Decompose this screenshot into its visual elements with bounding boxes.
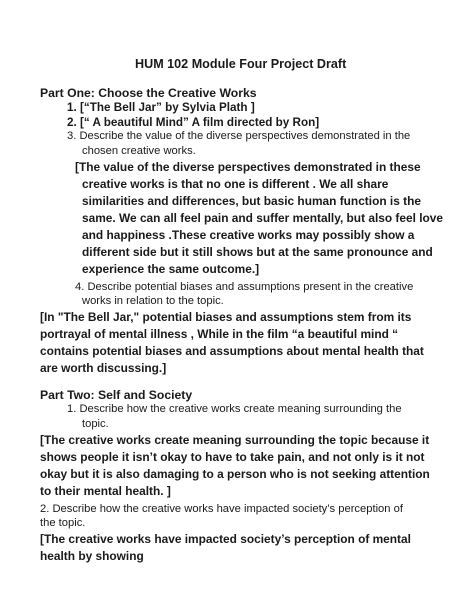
answer-3-line: different side but it still shows but at the same pronounce and [82, 245, 433, 259]
part-two-answer-1-line: [The creative works create meaning surrounding the topic because it [40, 433, 430, 447]
answer-3-line: creative works is that no one is different . We all share [82, 177, 389, 191]
part-two-question-1-line: 1. Describe how the creative works create meaning surrounding the [67, 403, 402, 415]
part-two-answer-2-line: health by showing [40, 549, 144, 563]
question-3-line: chosen creative works. [82, 145, 196, 157]
part-two-question-2-line: the topic. [40, 517, 86, 529]
part-two-question-2-line: 2. Describe how the creative works have impacted society’s perception of [40, 503, 403, 515]
answer-4-line: are worth discussing.] [40, 361, 167, 375]
work-item-2: 2. [“ A beautiful Mind” A film directed by Ron] [67, 116, 320, 129]
work-item-1: 1. [“The Bell Jar” by Sylvia Plath ] [67, 101, 255, 114]
answer-3-line: similarities and differences, but basic human function is the [82, 194, 421, 208]
part-two-answer-2-line: [The creative works have impacted society’s perception of mental [40, 532, 411, 546]
part-two-answer-1-line: shows people it isn’t okay to have to take pain, and not only is it not [40, 450, 425, 464]
answer-4-line: [In "The Bell Jar," potential biases and assumptions stem from its [40, 310, 412, 324]
question-4-line: works in relation to the topic. [82, 295, 224, 307]
part-two-question-1-line: topic. [82, 418, 109, 430]
document-title: HUM 102 Module Four Project Draft [135, 57, 347, 71]
question-3-line: 3. Describe the value of the diverse perspectives demonstrated in the [67, 130, 411, 142]
question-4-line: 4. Describe potential biases and assumptions present in the creative [75, 281, 414, 293]
answer-3-line: [The value of the diverse perspectives demonstrated in these [75, 160, 421, 174]
answer-3-line: same. We can all feel pain and suffer mentally, but also feel love [82, 211, 444, 225]
part-one-heading: Part One: Choose the Creative Works [40, 86, 257, 100]
part-two-answer-1-line: to their mental health. ] [40, 484, 171, 498]
answer-3-line: and happiness .These creative works may possibly show a [82, 228, 415, 242]
answer-3-line: experience the same outcome.] [82, 262, 260, 276]
answer-4-line: portrayal of mental illness , While in the film “a beautiful mind “ [40, 327, 399, 341]
part-two-heading: Part Two: Self and Society [40, 388, 193, 402]
answer-4-line: contains potential biases and assumptions about mental health that [40, 344, 424, 358]
part-two-answer-1-line: okay but it is also damaging to a person who is not seeking attention [40, 467, 430, 481]
